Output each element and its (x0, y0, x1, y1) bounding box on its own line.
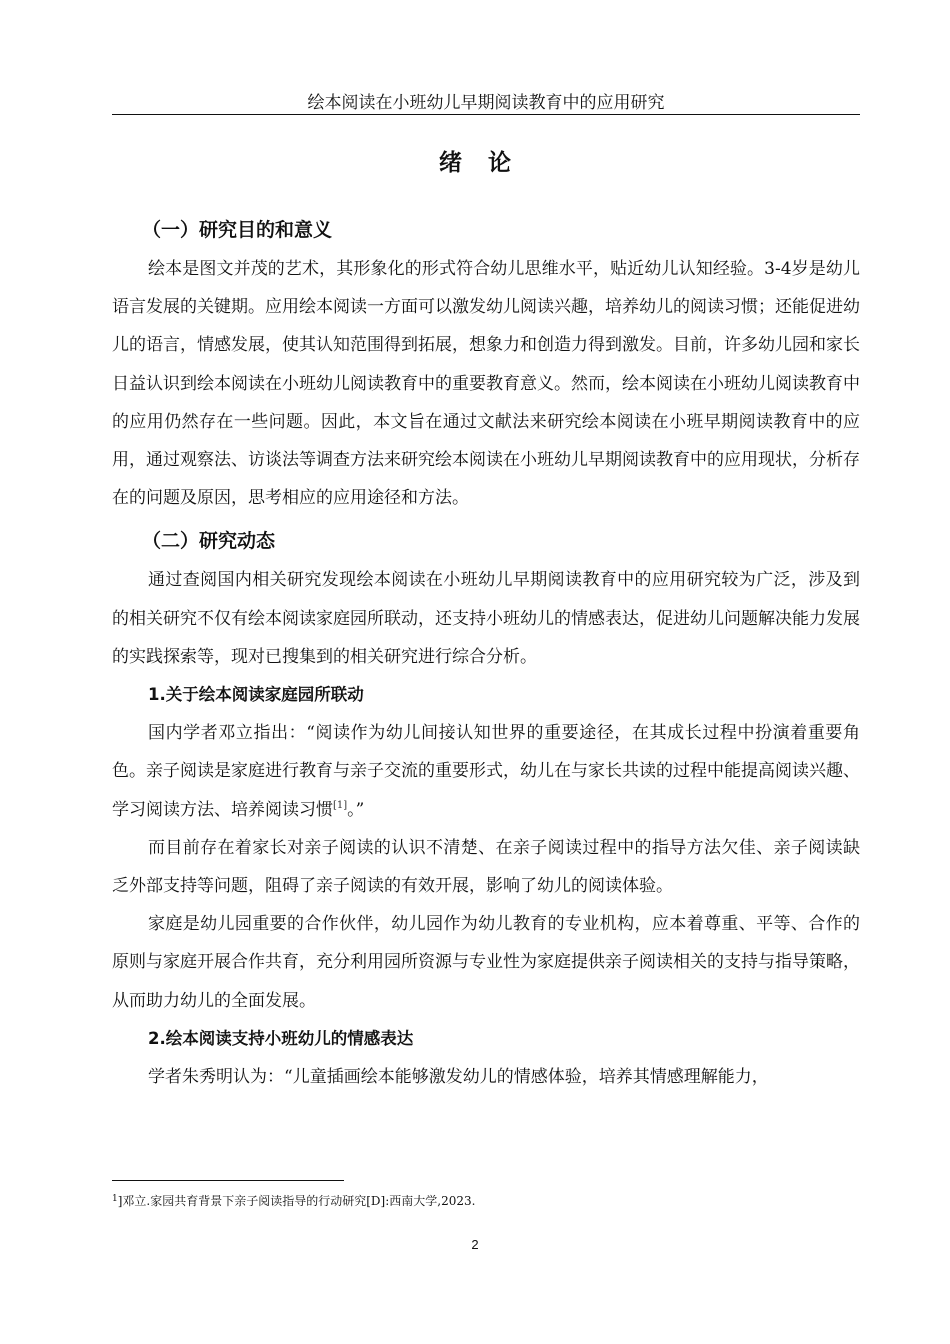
family-linkage-paragraph-2: 而目前存在着家长对亲子阅读的认识不清楚、在亲子阅读过程中的指导方法欠佳、亲子阅读缺乏外部支持等问题，阻碍了亲子阅读的有效开展，影响了幼儿的阅读体验。 (112, 837, 860, 897)
citation-ref[interactable]: [1] (333, 799, 348, 811)
subsection-heading-family-linkage: 1.关于绘本阅读家庭园所联动 (148, 685, 364, 705)
footnote (112, 1191, 860, 1209)
family-linkage-paragraph-1 (112, 714, 860, 829)
family-linkage-paragraph-3: 家庭是幼儿园重要的合作伙伴，幼儿园作为幼儿教育的专业机构，应本着尊重、平等、合作的原则与家庭开展合作共育，充分利用园所资源与专业性为家庭提供亲子阅读相关的支持与指导策略，从而助力幼儿的全面发展。 (112, 914, 860, 1011)
dynamics-intro-paragraph: 通过查阅国内相关研究发现绘本阅读在小班幼儿早期阅读教育中的应用研究较为广泛，涉及到的相关研究不仅有绘本阅读家庭园所联动，还支持小班幼儿的情感表达，促进幼儿问题解决能力发展的实践探索等，现对已搜集到的相关研究进行综合分析。 (112, 570, 860, 667)
page-number: 2 (471, 1237, 479, 1252)
chapter-title: 绪论 (439, 150, 537, 176)
footnote-marker: 1 (112, 1194, 118, 1204)
section-heading-purpose: （一）研究目的和意义 (142, 219, 333, 241)
running-header: 绘本阅读在小班幼儿早期阅读教育中的应用研究 (307, 93, 665, 113)
footnote-text: ]邓立.家园共育背景下亲子阅读指导的行动研究[D]:西南大学,2023. (117, 1194, 476, 1208)
emotion-paragraph-1: 学者朱秀明认为：“儿童插画绘本能够激发幼儿的情感体验，培养其情感理解能力， (148, 1067, 769, 1088)
section-heading-dynamics: （二）研究动态 (142, 530, 276, 553)
quote-tail: 。” (347, 799, 365, 820)
subsection-heading-emotion: 2.绘本阅读支持小班幼儿的情感表达 (148, 1028, 414, 1048)
body-content (112, 210, 860, 1096)
quote-text: 国内学者邓立指出：“阅读作为幼儿间接认知世界的重要途径，在其成长过程中扮演着重要角色。亲子阅读是家庭进行教育与亲子交流的重要形式，幼儿在与家长共读的过程中能提高阅读兴趣、学习阅读方法、培养阅读习惯 (112, 723, 860, 820)
footnote-rule (112, 1180, 344, 1181)
header-rule (112, 114, 860, 115)
purpose-paragraph: 绘本是图文并茂的艺术，其形象化的形式符合幼儿思维水平，贴近幼儿认知经验。3-4岁是幼儿语言发展的关键期。应用绘本阅读一方面可以激发幼儿阅读兴趣，培养幼儿的阅读习惯；还能促进幼儿的语言，情感发展，使其认知范围得到拓展，想象力和创造力得到激发。目前，许多幼儿园和家长日益认识到绘本阅读在小班幼儿阅读教育中的重要教育意义。然而，绘本阅读在小班幼儿阅读教育中的应用仍然存在一些问题。因此，本文旨在通过文献法来研究绘本阅读在小班早期阅读教育中的应用，通过观察法、访谈法等调查方法来研究绘本阅读在小班幼儿早期阅读教育中的应用现状，分析存在的问题及原因，思考相应的应用途径和方法。 (112, 259, 860, 509)
